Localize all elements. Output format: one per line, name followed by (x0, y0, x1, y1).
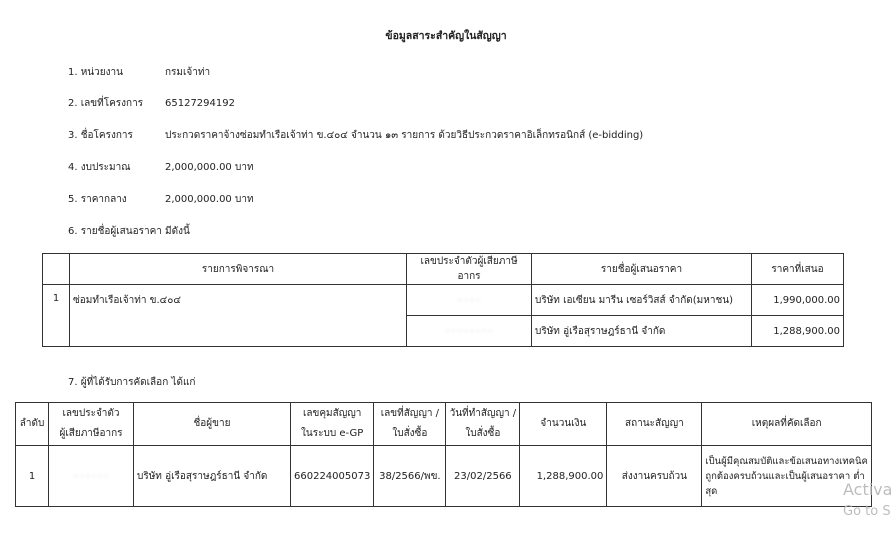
header-line: ใบสั่งซื้อ (465, 428, 501, 439)
tax-id-redacted: - - - - - - - - (407, 316, 532, 347)
field-budget (68, 160, 254, 175)
item-number: 1 (43, 285, 70, 347)
selection-reason: เป็นผู้มีคุณสมบัติและข้อเสนอทางเทคนิคถูกต้องครบถ้วนและเป็นผู้เสนอราคา ต่ำสุด (702, 446, 872, 507)
field-median-price (68, 192, 254, 207)
contract-status: ส่งงานครบถ้วน (607, 446, 702, 507)
header-line: ผู้เสียภาษีอากร (59, 428, 123, 439)
contract-number: 38/2566/พข. (374, 446, 446, 507)
document-title: ข้อมูลสาระสำคัญในสัญญา (385, 30, 507, 42)
row-number: 1 (16, 446, 49, 507)
field-label: 4. งบประมาณ (68, 162, 131, 173)
header-line: ใบสั่งซื้อ (392, 428, 428, 439)
header-cell (374, 403, 446, 446)
section-6-heading: 6. รายชื่อผู้เสนอราคา มีดังนี้ (68, 226, 190, 237)
header-cell (291, 403, 374, 446)
field-project-name (68, 128, 643, 143)
header-line: เลขคุมสัญญา (302, 408, 362, 419)
header-cell: เลขประจำตัวผู้เสียภาษีอากร (407, 254, 532, 285)
contract-amount: 1,288,900.00 (520, 446, 607, 507)
header-line: ในระบบ e-GP (301, 428, 364, 439)
section-7-heading: 7. ผู้ที่ได้รับการคัดเลือก ได้แก่ (68, 377, 196, 388)
field-value: กรมเจ้าท่า (165, 67, 211, 78)
field-label: 5. ราคากลาง (68, 194, 127, 205)
seller-name: บริษัท อู่เรือสุราษฎร์ธานี จำกัด (134, 446, 291, 507)
header-cell (446, 403, 520, 446)
table-row (16, 446, 872, 507)
table-header-row (43, 254, 844, 285)
header-line: เลขประจำตัว (62, 408, 120, 419)
bid-price: 1,288,900.00 (752, 316, 844, 347)
header-cell: รายชื่อผู้เสนอราคา (532, 254, 752, 285)
bidder-name: บริษัท อู่เรือสุราษฎร์ธานี จำกัด (532, 316, 752, 347)
field-agency (68, 65, 210, 80)
contract-control-number: 660224005073 (291, 446, 374, 507)
field-value: 2,000,000.00 บาท (165, 194, 254, 205)
table-row (43, 285, 844, 316)
header-cell: สถานะสัญญา (607, 403, 702, 446)
bid-price: 1,990,000.00 (752, 285, 844, 316)
tax-id-redacted: - - - - (407, 285, 532, 316)
header-cell: จำนวนเงิน (520, 403, 607, 446)
header-cell (49, 403, 134, 446)
bidder-name: บริษัท เอเซียน มารีน เซอร์วิสส์ จำกัด(มหาชน) (532, 285, 752, 316)
header-cell: รายการพิจารณา (70, 254, 407, 285)
field-label: 2. เลขที่โครงการ (68, 98, 144, 109)
field-value: 2,000,000.00 บาท (165, 162, 254, 173)
watermark-line-1: Activa (843, 480, 892, 499)
field-value: 65127294192 (165, 98, 235, 109)
header-cell: ลำดับ (16, 403, 49, 446)
header-cell: ราคาที่เสนอ (752, 254, 844, 285)
selected-vendor-table (15, 402, 872, 507)
header-line: วันที่ทำสัญญา / (449, 408, 517, 419)
field-value: ประกวดราคาจ้างซ่อมทำเรือเจ้าท่า ข.๔๐๔ จำนวน ๑๓ รายการ ด้วยวิธีประกวดราคาอิเล็กทรอนิกส์ (e-bidding) (165, 130, 644, 141)
item-name: ซ่อมทำเรือเจ้าท่า ข.๔๐๔ (70, 285, 407, 347)
bidders-table (42, 253, 844, 347)
header-cell: ชื่อผู้ขาย (134, 403, 291, 446)
field-label: 1. หน่วยงาน (68, 67, 123, 78)
header-cell-empty (43, 254, 70, 285)
contract-date: 23/02/2566 (446, 446, 520, 507)
table-header-row (16, 403, 872, 446)
tax-id-redacted: - - - - - - (49, 446, 134, 507)
field-project-number (68, 96, 235, 111)
watermark-line-2: Go to S (843, 504, 891, 519)
header-cell: เหตุผลที่คัดเลือก (702, 403, 872, 446)
activate-windows-watermark (843, 479, 892, 523)
header-line: เลขที่สัญญา / (380, 408, 439, 419)
field-label: 3. ชื่อโครงการ (68, 130, 133, 141)
